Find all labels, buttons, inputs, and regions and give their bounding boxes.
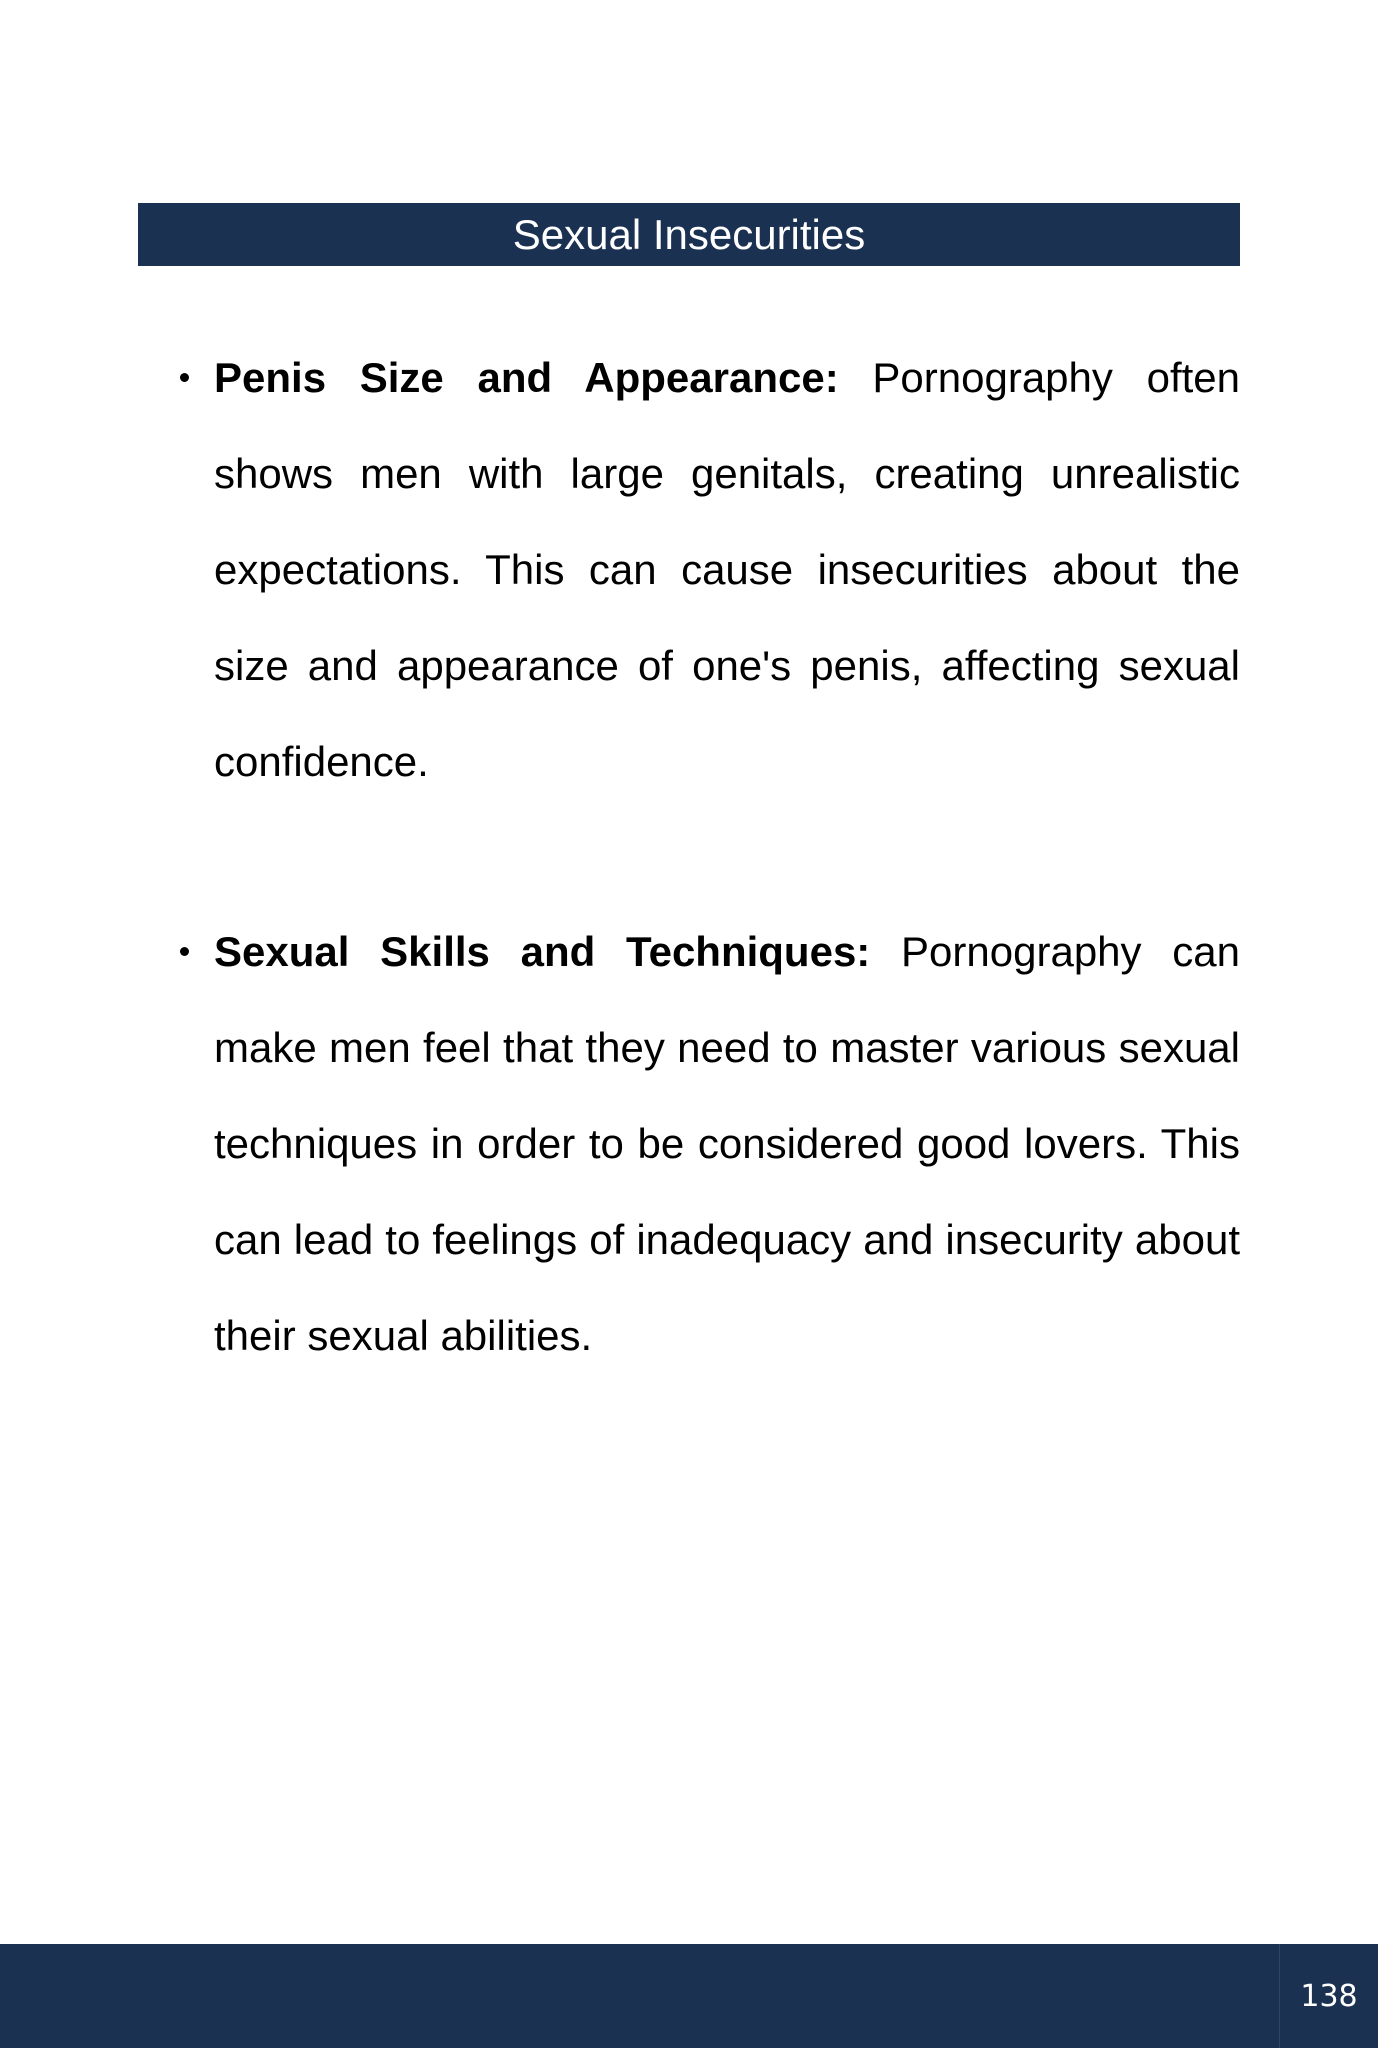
page-number: 138 [1300,1978,1358,2014]
bullet-text: Pornography can make men feel that they need to master various sexual techniques in order to be considered good lovers. This can lead to feelings of inadequacy and insecurity about their sexual abilities. [214,928,1240,1359]
bullet-term: Sexual Skills and Techniques: [214,928,871,975]
list-item-sexual-skills [168,904,1240,1384]
section-title: Sexual Insecurities [512,210,866,258]
bullet-icon [180,947,189,956]
bullet-list [168,330,1240,1384]
list-item-penis-size [168,330,1240,810]
bullet-term: Penis Size and Appearance: [214,354,839,401]
section-title-bar [138,203,1240,266]
page-number-box [1279,1944,1378,2048]
bullet-text: Pornography often shows men with large genitals, creating unrealistic expectations. This can cause insecurities about the size and appearance of one's penis, affecting sexual confidence. [214,354,1241,785]
footer-bar [0,1944,1378,2048]
bullet-icon [180,373,189,382]
